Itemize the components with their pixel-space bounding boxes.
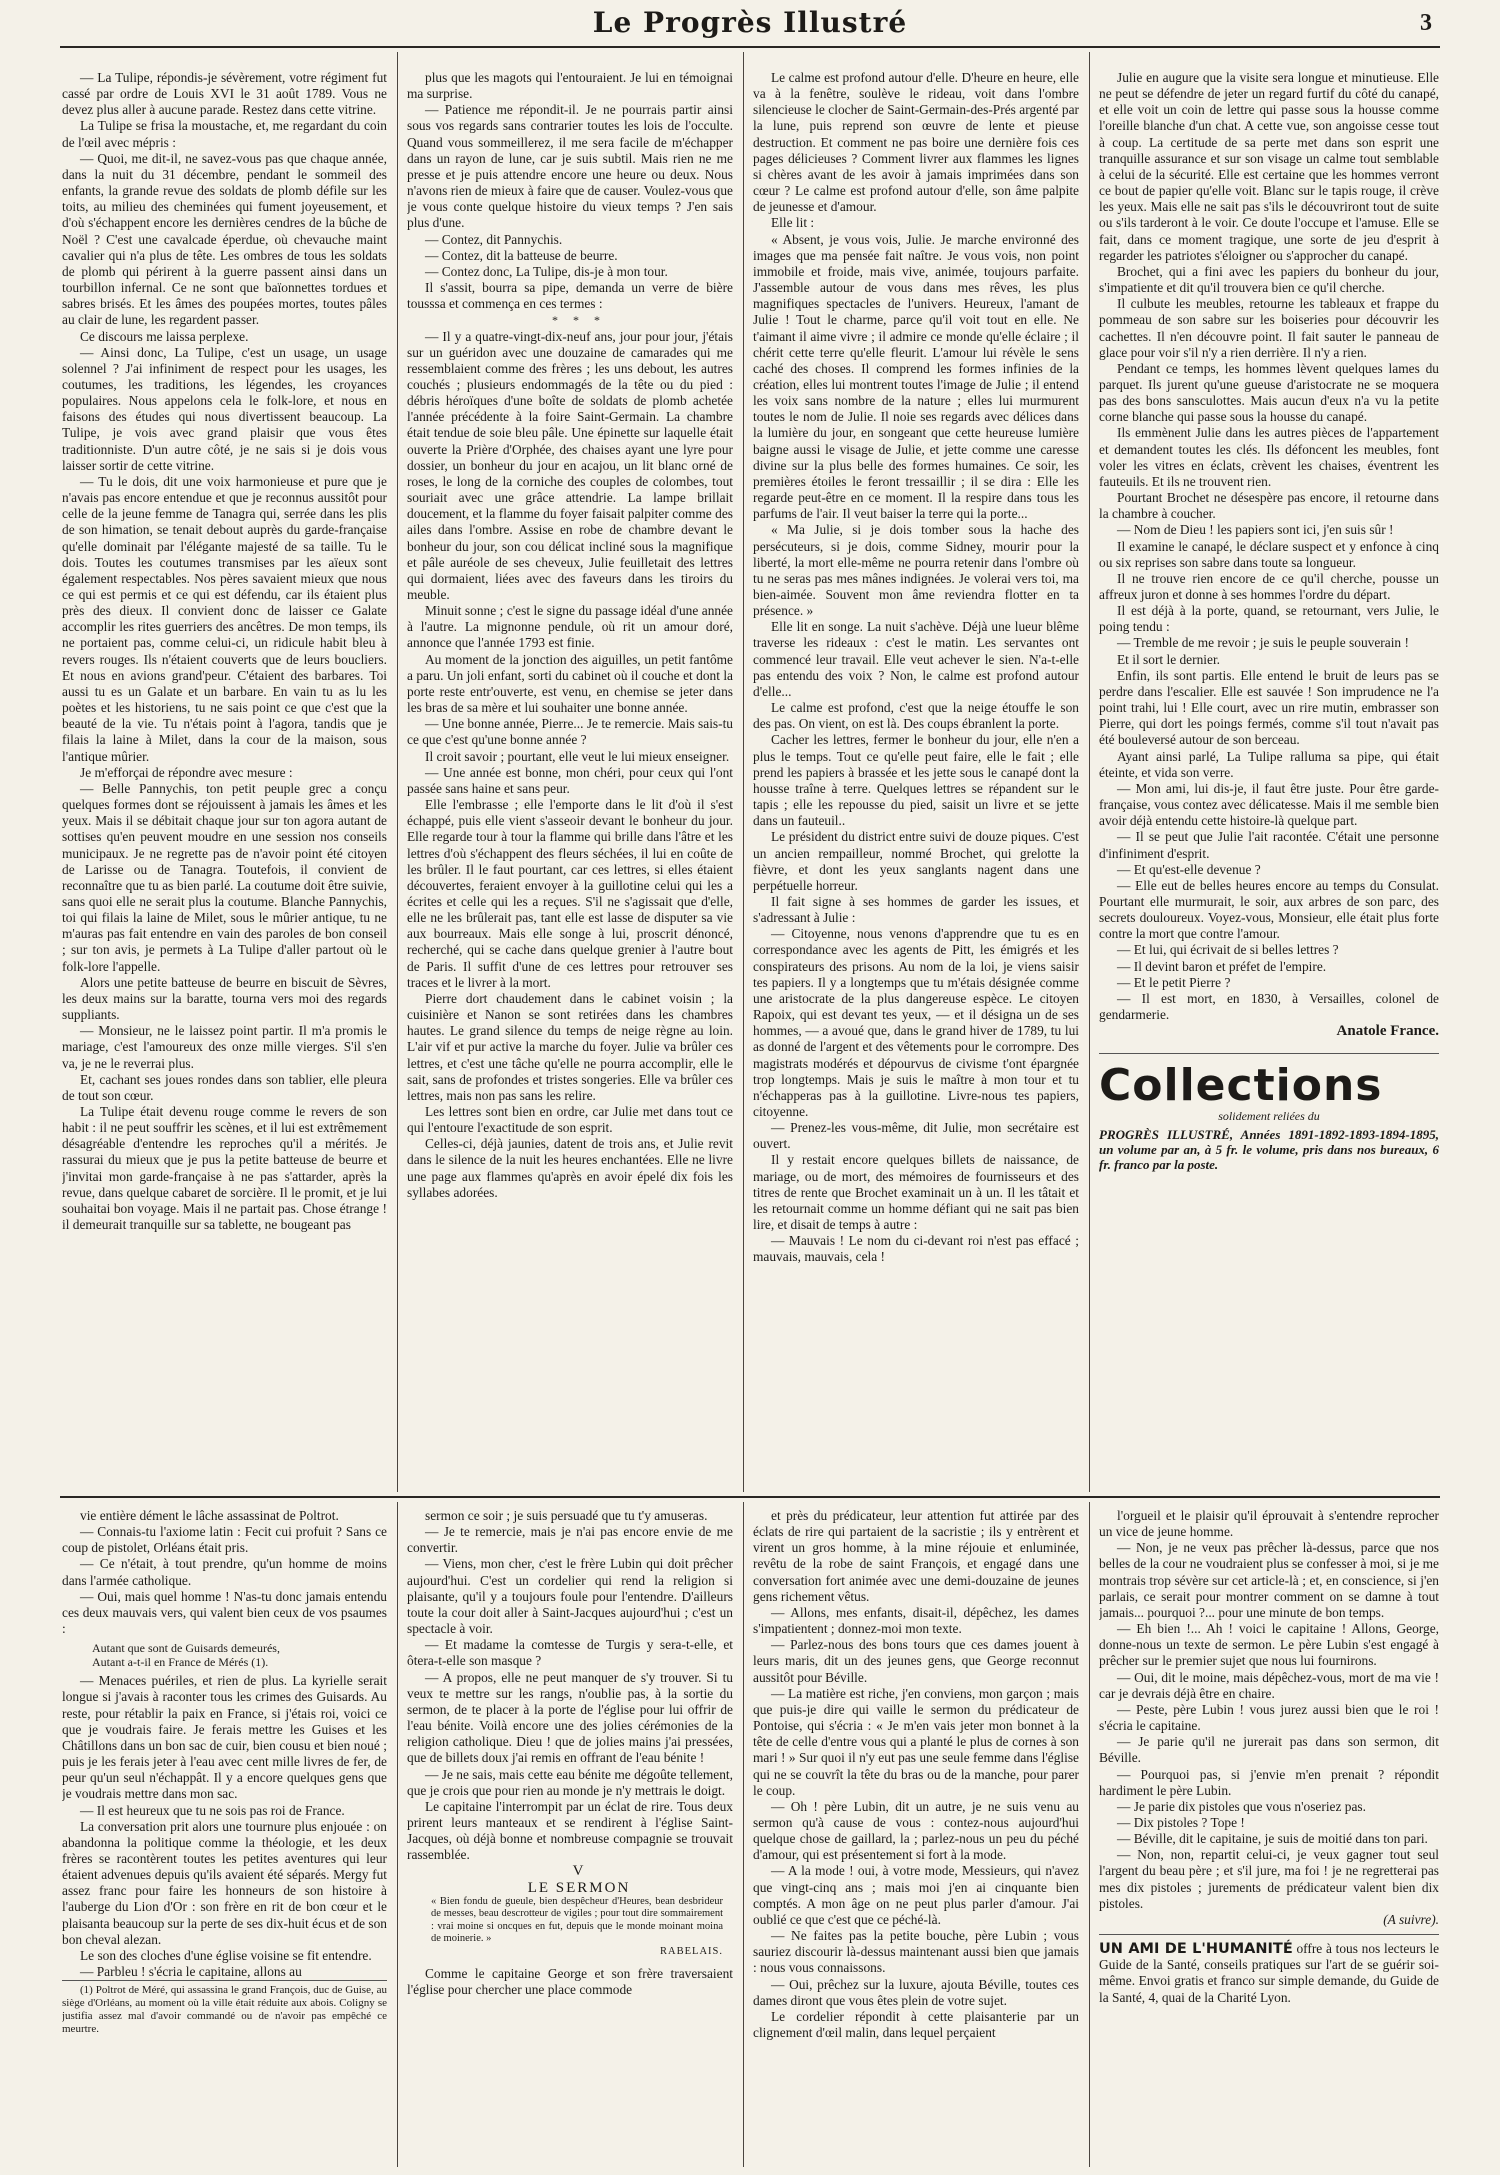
health-guide-ad-body: offre à tous nos lecteurs le Guide de la Santé, conseils pratiques sur l'art de se guérir soi-même. Envoi gratis et franco sur simple demande, du Guide de la Santé, 4, quai de la Charité Lyon.	[1099, 1941, 1439, 2005]
column-rule	[743, 1502, 744, 2167]
story-bottom-column-1: vie entière dément le lâche assassinat de Poltrot. — Connais-tu l'axiome latin : Fecit cui profuit ? Sans ce coup de pistolet, Orléans était pris. — Ce n'était, à tout prendre, qu'un homme de moins dans l'armée catholique. — Oui, mais quel homme ! N'as-tu donc jamais entendu ces deux mauvais vers, qui valent bien ceux de vos psaumes : Autant que sont de Guisards demeurés, Autant a-t-il en France de Mérés (1). — Menaces puériles, et rien de plus. La kyrielle serait longue si j'avais à raconter tous les crimes des Guisards. Au reste, pour rétablir la paix en France, si j'étais roi, voici ce que je voudrais faire. Je ferais mettre les Guises et les Châtillons dans un bon sac de cuir, bien cousu et bien noué ; puis je les ferais jeter à l'eau avec cent mille livres de fer, de peur qu'un seul n'échappât. Il y a encore quelques gens que je voudrais mettre dans mon sac. — Il est heureux que tu ne sois pas roi de France. La conversation prit alors une tournure plus enjouée : on abandonna la politique comme la théologie, et les deux frères se racontèrent toutes les petites aventures qui leur étaient advenues depuis qu'ils avaient été séparés. Mergy fut assez franc pour faire les honneurs de son histoire à l'auberge du Lion d'Or : son frère en rit de bon cœur et le plaisanta beaucoup sur la perte de ses dix-huit écus et de son bon cheval alezan. Le son des cloches d'une église voisine se fit entendre. — Parbleu ! s'écria le capitaine, allons au (1) Poltrot de Méré, qui assassina le grand François, duc de Guise, au siège d'Orléans, au moment où la ville était réduite aux abois. Coligny se justifia assez mal d'avoir commandé ou de n'avoir pas empêché ce meurtre.	[62, 1508, 387, 2036]
collections-ad-body: PROGRÈS ILLUSTRÉ, Années 1891-1892-1893-1894-1895, un volume par an, à 5 fr. le volume, pris dans nos bureaux, 6 fr. franco par la poste.	[1099, 1127, 1439, 1173]
collections-ad	[1099, 1053, 1439, 1172]
chapter-numeral: V	[572, 1863, 586, 1880]
epigraph-source: RABELAIS.	[660, 1945, 723, 1957]
column-rule	[397, 1502, 398, 2167]
author-signature: Anatole France.	[1336, 1023, 1439, 1040]
story-top-column-1: — La Tulipe, répondis-je sévèrement, votre régiment fut cassé par ordre de Louis XVI le 31 août 1789. Vous ne devez plus aller à aucune parade. Restez dans cette vitrine. La Tulipe se frisa la moustache, et, me regardant du coin de l'œil avec mépris : — Quoi, me dit-il, ne savez-vous pas que chaque année, dans la nuit du 31 décembre, pendant le sommeil des enfants, la grande revue des soldats de plomb défile sur les toits, au milieu des cheminées qui fument joyeusement, et d'où s'échappent encore les dernières cendres de la bûche de Noël ? C'est une cavalcade éperdue, où chevauche maint cavalier qui n'a plus de tête. Les ombres de tous les soldats de plomb qui périrent à la guerre passent ainsi dans un tourbillon infernal. Ce ne sont que baïonnettes tordues et sabres brisés. Et les âmes des poupées mortes, toutes pâles au clair de lune, les regardent passer. Ce discours me laissa perplexe. — Ainsi donc, La Tulipe, c'est un usage, un usage solennel ? J'ai infiniment de respect pour les usages, les coutumes, les traditions, les légendes, les croyances populaires. Nous appelons cela le folk-lore, et nous en faisons des études qui nous divertissent beaucoup. La Tulipe, je vois avec grand plaisir que vous êtes traditionniste. D'un autre côté, je ne sais si je dois vous laisser sortir de cette vitrine. — Tu le dois, dit une voix harmonieuse et pure que je n'avais pas encore entendue et que je reconnus aussitôt pour celle de la jeune femme de Tanagra qui, serrée dans les plis de son himation, se tenait debout auprès du garde-française qu'elle dominait par l'élégante majesté de sa taille. Tu le dois. Toutes les coutumes transmises par les aïeux sont également respectables. Nos pères savaient mieux que nous ce qui est permis et ce qui est défendu, car ils étaient plus près des dieux. Il convient donc de laisser ce Galate accomplir les rites guerriers des ancêtres. De mon temps, ils ne portaient pas, comme celui-ci, un ridicule habit bleu à revers rouges. Ils n'étaient couverts que de leurs boucliers. Et nous en avions grand'peur. C'étaient des barbares. Toi aussi tu es un Galate et un barbare. En vain tu as lu les poètes et les historiens, tu ne sais point ce que c'est que la beauté de la vie. Tu n'étais point à l'agora, tandis que je filais la laine à Milet, dans la cour de la maison, sous l'antique mûrier. Je m'efforçai de répondre avec mesure : — Belle Pannychis, ton petit peuple grec a conçu quelques formes dont se réjouissent à jamais les âmes et les yeux. Mais il se débitait chaque jour sur ton agora autant de sottises qu'en peuvent moudre en une session nos conseils municipaux. Je ne regrette pas de n'avoir point été citoyen de Larisse ou de Tanagra. Toutefois, il convient de reconnaître que tu as bien parlé. La coutume doit être suivie, sans quoi elle ne serait plus la coutume. Blanche Pannychis, toi qui filais la laine de Milet, sous le mûrier antique, tu ne m'auras pas fait entendre en vain des paroles de bon conseil ; sur ton avis, je permets à La Tulipe d'aller partout où le folk-lore l'appelle. Alors une petite batteuse de beurre en biscuit de Sèvres, les deux mains sur la baratte, tourna vers moi des regards suppliants. — Monsieur, ne le laissez point partir. Il m'a promis le mariage, c'est l'amoureux des onze mille vierges. S'il s'en va, je ne le reverrai plus. Et, cachant ses joues rondes dans son tablier, elle pleura de tout son cœur. La Tulipe était devenu rouge comme le revers de son habit : il ne peut souffrir les scènes, et il lui est extrêmement désagréable d'entendre les reproches qu'il a mérités. Je rassurai du mieux que je pus la petite batteuse de beurre et j'invitai mon garde-française à ne pas s'attarder, après la revue, dans quelque cabaret de sorcière. Il le promit, et je lui souhaitai bon voyage. Mais il ne partait pas. Chose étrange ! il demeurait tranquille sur sa tablette, ne bougeant pas	[62, 70, 387, 1233]
section-stars: * * *	[552, 313, 606, 328]
column-rule	[743, 52, 744, 1492]
masthead	[60, 6, 1440, 48]
column-rule	[397, 52, 398, 1492]
story-top-column-3: Le calme est profond autour d'elle. D'heure en heure, elle va à la fenêtre, soulève le rideau, voit dans l'ombre silencieuse le clocher de Saint-Germain-des-Prés argenté par la lune, puis reprend son œuvre de lente et pieuse destruction. Et comment ne pas boire une dernière fois ces pages délicieuses ? Comment livrer aux flammes les lignes si chères avant de les avoir à jamais imprimées dans son cœur ? Le calme est profond autour d'elle, son âme palpite de jeunesse et d'amour. Elle lit : « Absent, je vous vois, Julie. Je marche environné des images que ma pensée fait naître. Je vous vois, non point immobile et froide, mais vive, animée, toujours parfaite. J'assemble autour de vous dans mes rêves, les plus magnifiques spectacles de l'univers. Heureux, l'amant de Julie ! Tout le charme, parce qu'il voit tout en elle. Ne t'aimant il aime vivre ; il admire ce monde qu'elle éclaire ; il chérit cette terre qu'elle fleurit. L'amour lui révèle le sens caché des choses. Il comprend les formes infinies de la création, elles lui montrent toutes l'image de Julie ; il entend les voix sans nombre de la nature ; elles lui murmurent toutes le nom de Julie. Il noie ses regards avec délices dans la lumière du jour, en songeant que cette heureuse lumière baigne aussi le visage de Julie, et jette comme une caresse divine sur la plus belle des formes humaines. Ce soir, les premières étoiles le feront tressaillir ; il se dira : Elle les regarde peut-être en ce moment. Il la respire dans tous les parfums de l'air. Il veut baiser la terre qui la porte... « Ma Julie, si je dois tomber sous la hache des persécuteurs, si je dois, comme Sidney, mourir pour la liberté, la mort elle-même ne pourra retenir dans l'ombre où tu ne seras pas mes mânes indignées. Je volerai vers toi, ma bien-aimée. Souvent mon âme reviendra flotter en ta présence. » Elle lit en songe. La nuit s'achève. Déjà une lueur blême traverse les rideaux : c'est le matin. Les servantes ont commencé leur travail. Elle veut achever le sien. N'a-t-elle pas entendu des voix ? Non, le calme est profond autour d'elle... Le calme est profond, c'est que la neige étouffe le son des pas. On vient, on est là. Des coups ébranlent la porte. Cacher les lettres, fermer le bonheur du jour, elle n'en a plus le temps. Tout ce qu'elle peut faire, elle le fait ; elle prend les papiers à brassée et les jette sous le canapé dont la housse traîne à terre. Quelques lettres se répandent sur le tapis ; elle les repousse du pied, saisit un livre et se jette dans un fauteuil.. Le président du district entre suivi de douze piques. C'est un ancien rempailleur, nommé Brochet, qui grelotte la fièvre, et dont les yeux sanglants nagent dans une perpétuelle horreur. Il fait signe à ses hommes de garder les issues, et s'adressant à Julie : — Citoyenne, nous venons d'apprendre que tu es en correspondance avec les agents de Pitt, les émigrés et les conspirateurs des prisons. Au nom de la loi, je viens saisir tes papiers. Il y a longtemps que tu m'étais désignée comme une aristocrate de la plus dangereuse espèce. Le citoyen Rapoix, qui est devant tes yeux, — et il désigna un de ses hommes, — a avoué que, dans le grand hiver de 1789, tu lui as donné de l'argent et des vêtements pour le corrompre. Des magistrats modérés et dépourvus de civisme t'ont épargnée trop longtemps. Mais je suis le maître à mon tour et tu n'échapperas pas à la guillotine. Livre-nous tes papiers, citoyenne. — Prenez-les vous-même, dit Julie, mon secrétaire est ouvert. Il y restait encore quelques billets de naissance, de mariage, ou de mort, des mémoires de fournisseurs et des titres de rente que Brochet examinait un à un. Il les tâtait et les retournait comme un homme défiant qui ne sait pas bien lire, et disait de temps à autre : — Mauvais ! Le nom du ci-devant roi n'est pas effacé ; mauvais, mauvais, cela !	[753, 70, 1079, 1265]
column-rule	[1089, 1502, 1090, 2167]
story-bottom-column-2: sermon ce soir ; je suis persuadé que tu t'y amuseras. — Je te remercie, mais je n'ai pas encore envie de me convertir. — Viens, mon cher, c'est le frère Lubin qui doit prêcher aujourd'hui. C'est un cordelier qui rend la religion si plaisante, qu'il y a toujours foule pour l'entendre. D'ailleurs toute la cour doit aller à Saint-Jacques aujourd'hui ; c'est un spectacle à voir. — Et madame la comtesse de Turgis y sera-t-elle, et ôtera-t-elle son masque ? — A propos, elle ne peut manquer de s'y trouver. Si tu veux te mettre sur les rangs, n'oublie pas, à la sortie du sermon, de te placer à la porte de l'église pour lui offrir de l'eau bénite. Voilà encore une des jolies cérémonies de la religion catholique. Dieu ! que de jolies mains j'ai pressées, que de billets doux j'ai remis en offrant de l'eau bénite ! — Je ne sais, mais cette eau bénite me dégoûte tellement, que je crois que pour rien au monde je n'y mettrais le doigt. Le capitaine l'interrompit par un éclat de rire. Tous deux prirent leurs manteaux et se rendirent à l'église Saint-Jacques, où déjà bonne et nombreuse compagnie se trouvait rassemblée. V LE SERMON « Bien fondu de gueule, bien despêcheur d'Heures, bean desbrideur de messes, beau descrotteur de vigiles ; pour tout dire sommairement : vrai moine si oncques en fut, depuis que le monde moinant moina de moinerie. » RABELAIS. Comme le capitaine George et son frère traversaient l'église pour chercher une place commode	[407, 1508, 733, 1998]
footnote: (1) Poltrot de Méré, qui assassina le grand François, duc de Guise, au siège d'Orléans, au moment où la ville était réduite aux abois. Coligny se justifia assez mal d'avoir commandé ou de n'avoir pas empêché ce meurtre.	[62, 1980, 387, 2036]
chapter-title: LE SERMON	[527, 1879, 631, 1896]
health-guide-ad	[1099, 1934, 1439, 2006]
health-guide-ad-title: UN AMI DE L'HUMANITÉ	[1099, 1941, 1293, 1958]
section-divider	[60, 1496, 1440, 1498]
story-top-column-4: Julie en augure que la visite sera longue et minutieuse. Elle ne peut se défendre de jeter un regard furtif du côté du canapé, et elle voit un coin de lettre qui passe sous la housse comme l'oreille blanche d'un chat. A cette vue, son angoisse cesse tout à coup. La certitude de sa perte met dans son esprit une tranquille assurance et sur son visage un calme tout semblable à celui de la sécurité. Elle est certaine que les hommes verront ce bout de papier qu'elle voit. Blanc sur le tapis rouge, il crève les yeux. Mais elle ne sait pas s'ils le découvriront tout de suite ou s'ils tarderont à le voir. Ce doute l'occupe et l'amuse. Elle se fait, dans ce moment tragique, une sorte de jeu d'esprit à regarder les patriotes s'éloigner ou s'approcher du canapé. Brochet, qui a fini avec les papiers du bonheur du jour, s'impatiente et dit qu'il trouvera bien ce qu'il cherche. Il culbute les meubles, retourne les tableaux et frappe du pommeau de son sabre sur les boiseries pour découvrir les cachettes. Il n'en découvre point. Il fait sauter le panneau de glace pour voir s'il n'y a rien derrière. Il n'y a rien. Pendant ce temps, les hommes lèvent quelques lames du parquet. Ils jurent qu'une gueuse d'aristocrate ne se moquera pas des bons sansculottes. Mais aucun d'eux n'a vu la petite corne blanche qui passe sous la housse du canapé. Ils emmènent Julie dans les autres pièces de l'appartement et demandent toutes les clés. Ils défoncent les meubles, font voler les vitres en éclats, crèvent les chaises, éventrent les fauteuils. Et ils ne trouvent rien. Pourtant Brochet ne désespère pas encore, il retourne dans la chambre à coucher. — Nom de Dieu ! les papiers sont ici, j'en suis sûr ! Il examine le canapé, le déclare suspect et y enfonce à cinq ou six reprises son sabre dans toute sa longueur. Il ne trouve rien encore de ce qu'il cherche, pousse un affreux juron et donne à ses hommes l'ordre du départ. Il est déjà à la porte, quand, se retournant, vers Julie, le poing tendu : — Tremble de me revoir ; je suis le peuple souverain ! Et il sort le dernier. Enfin, ils sont partis. Elle entend le bruit de leurs pas se perdre dans l'escalier. Elle est sauvée ! Son imprudence ne l'a point trahi, lui ! Elle court, avec un rire mutin, embrasser son Pierre, qui dort les poings fermés, comme s'il tout n'avait pas été bouleversé autour de son berceau. Ayant ainsi parlé, La Tulipe ralluma sa pipe, qui était éteinte, et vida son verre. — Mon ami, lui dis-je, il faut être juste. Pour être garde-française, vous contez avec délicatesse. Mais il me semble bien avoir déjà entendu cette histoire-là quelque part. — Il se peut que Julie l'ait racontée. C'était une personne d'infiniment d'esprit. — Et qu'est-elle devenue ? — Elle eut de belles heures encore au temps du Consulat. Pourtant elle murmurait, le soir, aux arbres de son parc, des secrets douloureux. Voyez-vous, Monsieur, elle était plus forte contre la mort que contre l'amour. — Et lui, qui écrivait de si belles lettres ? — Il devint baron et préfet de l'empire. — Et le petit Pierre ? — Il est mort, en 1830, à Versailles, colonel de gendarmerie. Anatole France. Collections solidement reliées du PROGRÈS ILLUSTRÉ, Années 1891-1892-1893-1894-1895, un volume par an, à 5 fr. le volume, pris dans nos bureaux, 6 fr. franco par la poste.	[1099, 70, 1439, 1173]
to-be-continued: (A suivre).	[1383, 1911, 1439, 1927]
newspaper-title: Le Progrès Illustré	[592, 6, 908, 39]
column-rule	[1089, 52, 1090, 1492]
epigraph: « Bien fondu de gueule, bien despêcheur d'Heures, bean desbrideur de messes, beau descrotteur de vigiles ; pour tout dire sommairement : vrai moine si oncques en fut, depuis que le monde moinant moina de moinerie. » RABELAIS.	[431, 1895, 723, 1957]
quoted-verse: Autant que sont de Guisards demeurés, Autant a-t-il en France de Mérés (1).	[92, 1641, 280, 1670]
collections-ad-side: solidement reliées du	[1218, 1109, 1320, 1124]
story-bottom-column-4: l'orgueil et le plaisir qu'il éprouvait à s'entendre reprocher un vice de jeune homme. — Non, je ne veux pas prêcher là-dessus, parce que nos belles de la cour ne voudraient plus se confesser à moi, si je me montrais trop sévère sur cet article-là ; et, en conscience, si j'en parlais, ce serait pour montrer comment on se damne à tout jamais... pourquoi ?... pour une minute de bon temps. — Eh bien !... Ah ! voici le capitaine ! Allons, George, donne-nous un texte de sermon. Le père Lubin s'est engagé à prêcher sur le premier sujet que nous lui fournirons. — Oui, dit le moine, mais dépêchez-vous, mort de ma vie ! car je devrais déjà être en chaire. — Peste, père Lubin ! vous jurez aussi bien que le roi ! s'écria le capitaine. — Je parie qu'il ne jurerait pas dans son sermon, dit Béville. — Pourquoi pas, si j'envie m'en prenait ? répondit hardiment le père Lubin. — Je parie dix pistoles que vous n'oseriez pas. — Dix pistoles ? Tope ! — Béville, dit le capitaine, je suis de moitié dans ton pari. — Non, non, repartit celui-ci, je veux gagner tout seul l'argent du beau père ; et s'il jure, ma foi ! je ne regretterai pas mes dix pistoles ; jurements de prédicateur valent bien dix pistoles. (A suivre). UN AMI DE L'HUMANITÉ offre à tous nos lecteurs le Guide de la Santé, conseils pratiques sur l'art de se guérir soi-même. Envoi gratis et franco sur simple demande, du Guide de la Santé, 4, quai de la Charité Lyon.	[1099, 1508, 1439, 2005]
story-bottom-column-3: et près du prédicateur, leur attention fut attirée par des éclats de rire qui partaient de la sacristie ; ils y entrèrent et virent un gros homme, à la mine réjouie et enluminée, revêtu de la robe de saint François, et engagé dans une conversation fort animée avec une demi-douzaine de jeunes gens richement vêtus. — Allons, mes enfants, disait-il, dépêchez, les dames s'impatientent ; donnez-moi mon texte. — Parlez-nous des bons tours que ces dames jouent à leurs maris, dit un des jeunes gens, que George reconnut aussitôt pour Béville. — La matière est riche, j'en conviens, mon garçon ; mais que puis-je dire qui vaille le sermon du prédicateur de Pontoise, qui s'écria : « Je m'en vais jeter mon bonnet à la tête de celle d'entre vous qui a planté le plus de cornes à son mari ! » Sur quoi il n'y eut pas une seule femme dans l'église qui ne se couvrît la tête du bras ou de la manche, pour parer le coup. — Oh ! père Lubin, dit un autre, je ne suis venu au sermon qu'à cause de vous : contez-nous aujourd'hui quelque chose de gaillard, la ; parlez-nous un peu du péché d'amour, qui est présentement si fort à la mode. — A la mode ! oui, à votre mode, Messieurs, qui n'avez que vingt-cinq ans ; mais moi j'en ai cinquante bien comptés. A mon âge on ne peut plus parler d'amour. J'ai oublié ce que c'est que ce péché-là. — Ne faites pas la petite bouche, père Lubin ; vous sauriez discourir là-dessus maintenant aussi bien que jamais : nous vous connaissons. — Oui, prêchez sur la luxure, ajouta Béville, toutes ces dames diront que vous êtes plein de votre sujet. Le cordelier répondit à cette plaisanterie par un clignement d'œil malin, dans lequel perçaient	[753, 1508, 1079, 2040]
collections-ad-word: Collections	[1099, 1060, 1383, 1112]
story-top-column-2: plus que les magots qui l'entouraient. Je lui en témoignai ma surprise. — Patience me répondit-il. Je ne pourrais partir ainsi sous vos regards sans contrarier toutes les lois de l'occulte. Quand vous sommeillerez, il me sera facile de m'échapper dans un rayon de lune, car je suis subtil. Mais rien ne me presse et je puis attendre encore une heure ou deux. Nous n'avons rien de mieux à faire que de causer. Voulez-vous que je vous conte quelque histoire du vieux temps ? J'en sais plus d'une. — Contez, dit Pannychis. — Contez, dit la batteuse de beurre. — Contez donc, La Tulipe, dis-je à mon tour. Il s'assit, bourra sa pipe, demanda un verre de bière tousssa et commença en ces termes : * * * — Il y a quatre-vingt-dix-neuf ans, jour pour jour, j'étais sur un guéridon avec une douzaine de camarades qui me ressemblaient comme des frères ; les uns debout, les autres couchés ; plusieurs endommagés de la tête ou du pied : débris héroïques d'une boîte de soldats de plomb achetée l'année précédente à la foire Saint-Germain. La chambre était tendue de soie bleu pâle. Une épinette sur laquelle était ouverte la Prière d'Orphée, des chaises ayant une lyre pour dossier, un bonheur du jour en acajou, un lit blanc orné de roses, le long de la corniche des couples de colombes, tout souriait avec une grâce attendrie. La lampe brillait doucement, et la flamme du foyer faisait palpiter comme des ailes dans l'ombre. Assise en robe de chambre devant le bonheur du jour, son cou délicat incliné sous la magnifique et pâle auréole de ses cheveux, Julie feuilletait des lettres qui dormaient, liées avec des faveurs dans les tiroirs du meuble. Minuit sonne ; c'est le signe du passage idéal d'une année à l'autre. La mignonne pendule, où rit un amour doré, annonce que l'année 1793 est finie. Au moment de la jonction des aiguilles, un petit fantôme a paru. Un joli enfant, sorti du cabinet où il couche et dont la porte reste entr'ouverte, est venu, en chemise se jeter dans les bras de sa mère et lui souhaiter une bonne année. — Une bonne année, Pierre... Je te remercie. Mais sais-tu ce que c'est qu'une bonne année ? Il croit savoir ; pourtant, elle veut le lui mieux enseigner. — Une année est bonne, mon chéri, pour ceux qui l'ont passée sans haine et sans peur. Elle l'embrasse ; elle l'emporte dans le lit d'où il s'est échappé, puis elle vient s'asseoir devant le bonheur du jour. Elle regarde tour à tour la flamme qui brille dans l'âtre et les lettres d'où s'échappent des fleurs séchées, il lui en coûte de les brûler. Il le faut pourtant, car ces lettres, si elles étaient découvertes, feraient envoyer à la guillotine celui qui les a écrites et celle qui les a reçues. S'il ne s'agissait que d'elle, elle ne les brûlerait pas, tant elle est lasse de disputer sa vie aux bourreaux. Mais elle songe à lui, proscrit dénoncé, recherché, qui se cache dans quelque grenier à l'autre bout de Paris. Il suffit d'une de ces lettres pour retrouver ses traces et le livrer à la mort. Pierre dort chaudement dans le cabinet voisin ; la cuisinière et Nanon se sont retirées dans les chambres hautes. Le grand silence du temps de neige règne au loin. L'air vif et pur active la marche du foyer. Julie va brûler ces lettres, et c'est une tâche qu'elle ne pourra accomplir, elle le sait, sans de profondes et tristes songeries. Elle va brûler ces lettres, mais non pas sans les relire. Les lettres sont bien en ordre, car Julie met dans tout ce qui l'entoure l'exactitude de son esprit. Celles-ci, déjà jaunies, datent de trois ans, et Julie revit dans le silence de la nuit les heures enchantées. Elle ne livre une page aux flammes qu'après en avoir épelé dix fois les syllabes adorées.	[407, 70, 733, 1200]
page-number: 3	[1420, 10, 1432, 36]
